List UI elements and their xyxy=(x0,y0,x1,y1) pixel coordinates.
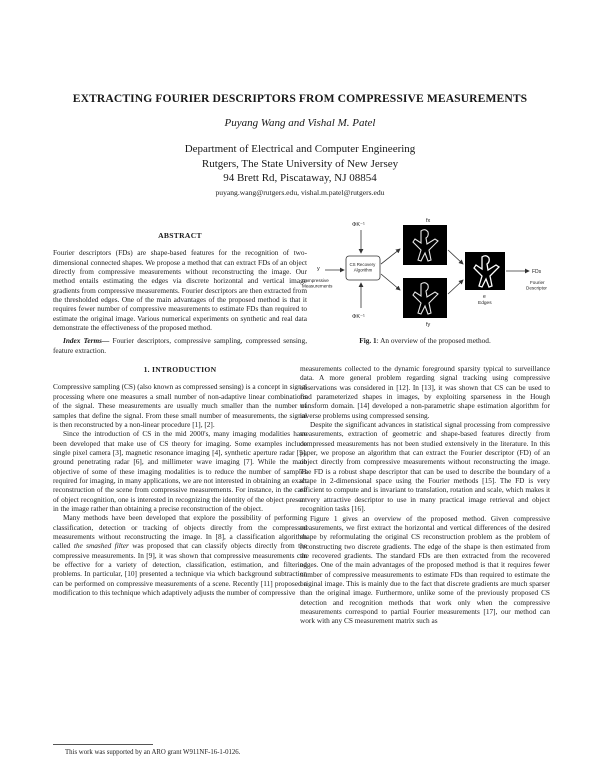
affiliation-address: 94 Brett Rd, Piscataway, NJ 08854 xyxy=(223,172,377,185)
intro-right-paragraph-2: Despite the significant advances in statistical signal processing from compressive measurements, extraction of geometric and shape-based features directly from compressed measurements has not been studied extensively in the literature. In this paper, we propose an algorithm that can extract the Fourier descriptor (FD) of an object directly from compressive measurements without reconstructing the image. The FD is a robust shape descriptor that can be used to describe the boundary of a shape in 2-dimensional space using the Fourier methods [15]. The FD is very efficient to compute and is invariant to translation, rotation and scale, which makes it a very attractive descriptor to use in many practical image retrieval and object recognition tasks [16]. xyxy=(300,420,550,514)
index-terms-label: Index Terms xyxy=(63,336,103,346)
intro-paragraph-2: Since the introduction of CS in the mid 2000's, many imaging modalities have been developed that make use of CS theory for imaging. Some examples include single pixel camera [3], magnetic resonance imaging [4], synthetic aperture radar [5], ground penetrating radar [6], and millimeter wave imaging [7]. While the main objective of some of these imaging modalities is to reduce the number of samples required for imaging, in many applications, we are not interested in obtaining an exact reconstruction of the scene from compressive measurements. For instance, in the case of object recognition, one is interested in recognizing the identity of the object present in the image rather than obtaining a precise reconstruction of the object. xyxy=(53,429,307,513)
right-column xyxy=(300,364,550,626)
intro-paragraph-3: Many methods have been developed that explore the possibility of performing classification, detection or tracking of objects directly from the compressed measurements without reconstructing the image. In [8], a classification algorithm called the smashed filter was proposed that can classify objects directly from the compressive measurements. In [9], it was shown that compressive measurements can be effective for a variety of detection, classification, estimation, and filtering problems. In particular, [10] presented a technique via which background subtraction can be performed on compressive measurements of a scene. Recently [11] proposed a modification to this technique which adaptively adjusts the number of compressive xyxy=(53,513,307,598)
edges-label: Edges xyxy=(478,301,492,306)
index-terms: Index Terms— Fourier descriptors, compressive sampling, compressed sensing, feature extraction. xyxy=(53,336,308,355)
smashed-filter-term: the smashed filter xyxy=(73,541,129,551)
intro-heading: 1. INTRODUCTION xyxy=(143,365,217,375)
left-column xyxy=(53,231,307,597)
intro-paragraph-1: Compressive sampling (CS) (also known as compressed sensing) is a concept in signal processing where one measures a small number of non-adaptive linear combinations of the signal. These measurements are usually much smaller than the number of samples that define the signal. From these small number of measurements, the signal is then reconstructed by a non-linear procedure [1], [2]. xyxy=(53,382,307,429)
phi-top-label: ΦK⁻¹ xyxy=(352,222,365,228)
fy-label: fy xyxy=(426,322,431,328)
footnote: This work was supported by an ARO grant W911NF-16-1-0126. xyxy=(65,749,241,756)
figure-label: Fig. 1 xyxy=(359,336,377,345)
affiliation-university: Rutgers, The State University of New Jersey xyxy=(201,157,399,170)
edges-image xyxy=(465,252,505,290)
arrow-to-fy xyxy=(381,274,400,290)
figure-1 xyxy=(300,214,550,332)
phi-bottom-label: ΦK⁻¹ xyxy=(352,314,365,320)
figure-caption-text: : An overview of the proposed method. xyxy=(376,336,491,345)
fds-label: FDs xyxy=(532,269,542,275)
figure-1-caption xyxy=(300,336,550,345)
measurements-label: Compressive Measurements xyxy=(302,278,333,289)
intro-right-paragraph-3: Figure 1 gives an overview of the proposed method. Given compressive measurements, we first extract the horizontal and vertical differences of the desired shape by reformulating the original CS reconstruction problem as the problem of reconstructing two discrete gradients. The edge of the shape is then estimated from the recovered gradients. The standard FDs are then extracted from the recovered edges. One of the main advantages of the proposed method is that it requires fewer number of compressive measurements to estimate FDs than required to estimate the original image. This is mainly due to the fact that discrete gradients are much sparser than the original image. Furthermore, unlike some of the previously proposed CS detection and recognition methods that work only when the compressive measurements correspond to partial Fourier measurements [17], our method can work with any CS measurement matrix such as xyxy=(300,513,550,626)
arrow-fy-to-edges xyxy=(448,280,463,294)
fx-image xyxy=(403,225,447,265)
edge-symbol: e xyxy=(483,294,486,300)
y-label: y xyxy=(317,266,320,272)
arrow-fx-to-edges xyxy=(448,250,463,264)
affiliation-dept: Department of Electrical and Computer Engineering xyxy=(184,143,416,155)
index-terms-text: Fourier descriptors, compressive sampling, compressed sensing, feature extraction. xyxy=(53,336,308,355)
fy-image xyxy=(403,278,447,318)
paper-authors: Puyang Wang and Vishal M. Patel xyxy=(224,117,376,129)
arrow-to-fx xyxy=(381,249,400,264)
abstract-heading: ABSTRACT xyxy=(158,231,202,240)
fx-label: fx xyxy=(426,218,431,224)
fourier-descriptor-label: Fourier Descriptor xyxy=(526,280,547,291)
footnote-rule xyxy=(53,744,153,745)
intro-right-paragraph-1: measurements collected to the dynamic foreground sparsity typical to surveillance data. A more general problem regarding signal tracking using compressive observations was considered in [12]. In [13], it was shown that CS can be used to find parameterized shapes in images, by exploiting sparseness in the Hough transform domain. [14] developed a non-parametric shape estimation algorithm for inverse problems using compressed sensing. xyxy=(300,364,550,420)
abstract-text: Fourier descriptors (FDs) are shape-based features for the recognition of two-dimensional connected shapes. We propose a method that can extract FDs of an object directly from compressive measurements without reconstructing the image. Our method entails estimating the edges via discrete horizontal and vertical image gradients from compressive measurements. Fourier descriptors are then extracted from the thresholded edges. One of the main advantages of the proposed method is that it requires fewer number of compressive measurements to estimate FDs than required to estimate the original image. Various numerical experiments on synthetic and real data demonstrate the effectiveness of the proposed method. xyxy=(53,248,307,333)
affiliation xyxy=(40,142,560,186)
author-emails: puyang.wang@rutgers.edu, vishal.m.patel@rutgers.edu xyxy=(215,188,385,197)
cs-recovery-label: CS Recovery Algorithm xyxy=(349,262,376,273)
paper-title: EXTRACTING FOURIER DESCRIPTORS FROM COMPRESSIVE MEASUREMENTS xyxy=(72,92,528,105)
